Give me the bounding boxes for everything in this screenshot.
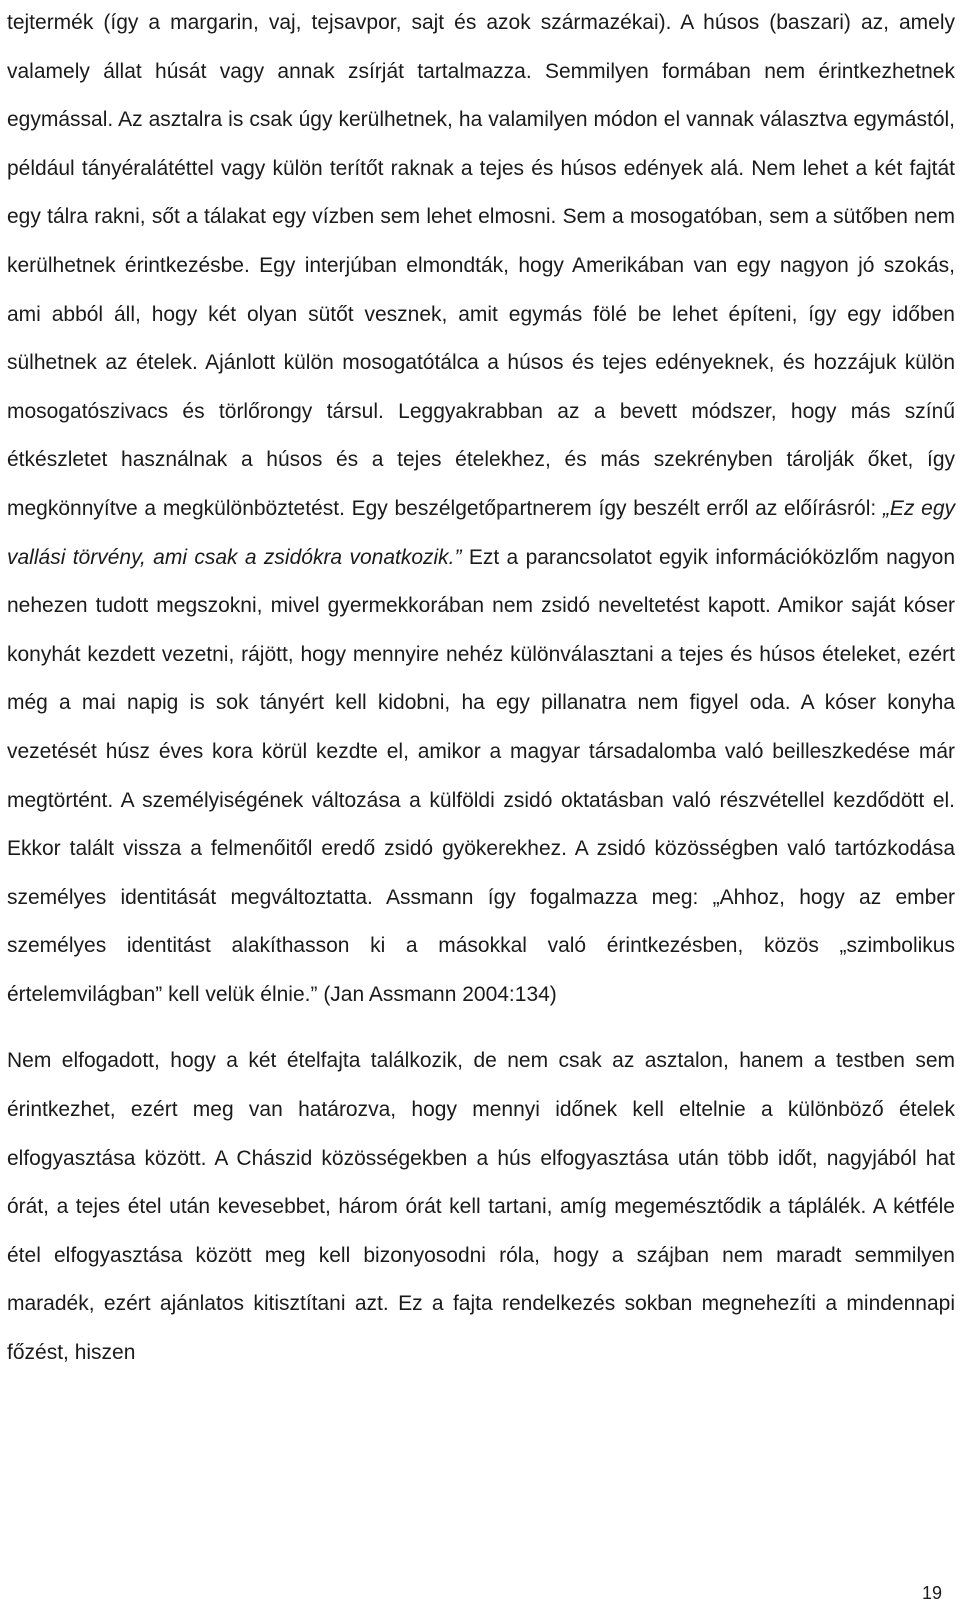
page-number: 19 bbox=[921, 1583, 942, 1603]
body-paragraph: Nem elfogadott, hogy a két ételfajta találkozik, de nem csak az asztalon, hanem a testben sem érintkezhet, ezért meg van határozva, hogy mennyi időnek kell eltelnie a különböző ételek elfogyasztása között. A Chászid közösségekben a hús elfogyasztása után több időt, nagyjából hat órát, a tejes étel után kevesebbet, három órát kell tartani, amíg megemésztődik a táplálék. A kétféle étel elfogyasztása között meg kell bizonyosodni róla, hogy a szájban nem maradt semmilyen maradék, ezért ajánlatos kitisztítani azt. Ez a fajta rendelkezés sokban megnehezíti a mindennapi főzést, hiszen bbox=[7, 1049, 955, 1365]
document-page bbox=[7, 0, 955, 1378]
paragraph-text: Ezt a parancsolatot egyik információközlőm nagyon nehezen tudott megszokni, mivel gyermekkorában nem zsidó neveltetést kapott. Amikor saját kóser konyhát kezdett vezetni, rájött, hogy mennyire nehéz különválasztani a tejes és húsos ételeket, ezért még a mai napig is sok tányért kell kidobni, ha egy pillanatra nem figyel oda. A kóser konyha vezetését húsz éves kora körül kezdte el, amikor a magyar társadalomba való beilleszkedése már megtörtént. A személyiségének változása a külföldi zsidó oktatásban való részvétellel kezdődött el. Ekkor talált vissza a felmenőitől eredő zsidó gyökerekhez. A zsidó közösségben való tartózkodása személyes identitását megváltoztatta. Assmann így fogalmazza meg: „Ahhoz, hogy az ember személyes identitást alakíthasson ki a másokkal való érintkezésben, közös „szimbolikus értelemvilágban” kell velük élnie.” (Jan Assmann 2004:134) bbox=[7, 545, 955, 1006]
italic-quote: „Ez egy vallási törvény, ami csak a zsidókra vonatkozik.” bbox=[7, 496, 955, 569]
body-paragraph bbox=[7, 0, 955, 1019]
paragraph-text: tejtermék (így a margarin, vaj, tejsavpor, sajt és azok származékai). A húsos (baszari) az, amely valamely állat húsát vagy annak zsírját tartalmazza. Semmilyen formában nem érintkezhetnek egymással. Az asztalra is csak úgy kerülhetnek, ha valamilyen módon el vannak választva egymástól, például tányéralátéttel vagy külön terítőt raknak a tejes és húsos edények alá. Nem lehet a két fajtát egy tálra rakni, sőt a tálakat egy vízben sem lehet elmosni. Sem a mosogatóban, sem a sütőben nem kerülhetnek érintkezésbe. Egy interjúban elmondták, hogy Amerikában van egy nagyon jó szokás, ami abból áll, hogy két olyan sütőt vesznek, amit egymás fölé be lehet építeni, így egy időben sülhetnek az ételek. Ajánlott külön mosogatótálca a húsos és tejes edényeknek, és hozzájuk külön mosogatószivacs és törlőrongy társul. Leggyakrabban az a bevett módszer, hogy más színű étkészletet használnak a húsos és a tejes ételekhez, és más szekrényben tárolják őket, így megkönnyítve a megkülönböztetést. Egy beszélgetőpartnerem így beszélt erről az előírásról: bbox=[7, 11, 955, 520]
